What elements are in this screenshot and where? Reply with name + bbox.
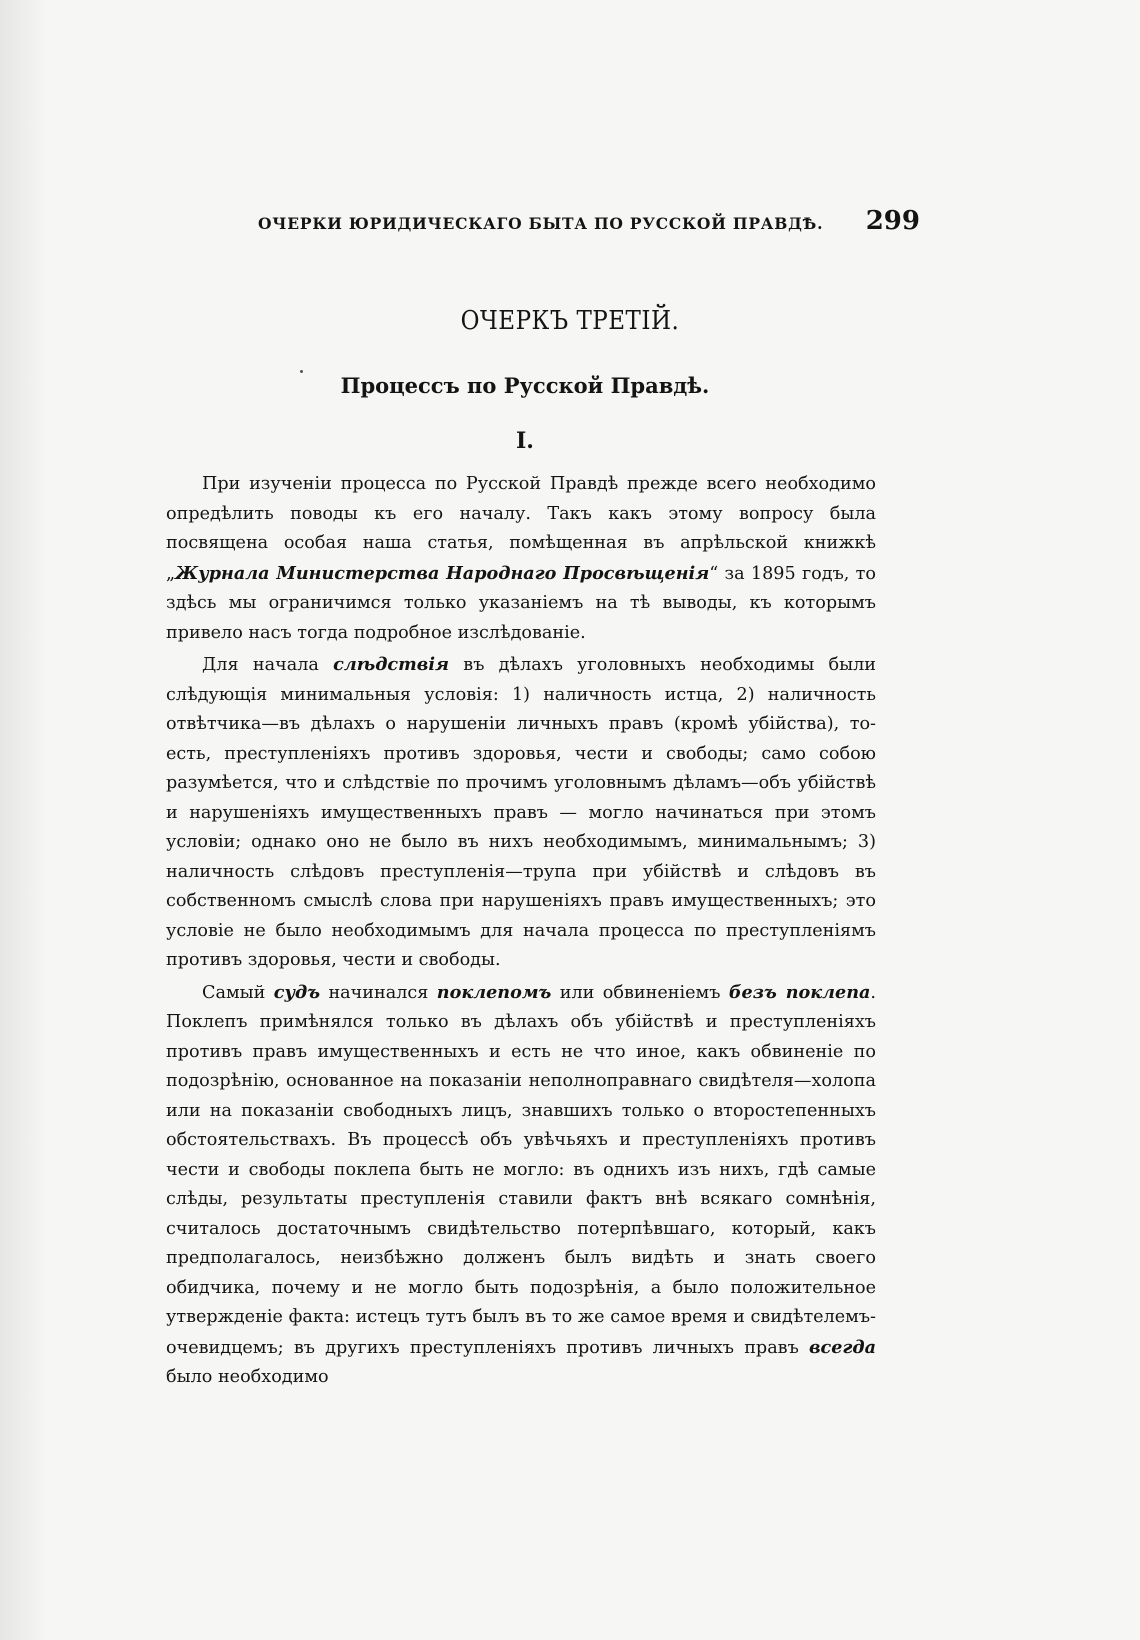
- p3-emphasis-always: всегда: [809, 1336, 876, 1358]
- section-number: I.: [516, 428, 534, 454]
- p2-emphasis-investigation: слѣдствія: [333, 654, 450, 675]
- essay-subheading: Процессъ по Русской Правдѣ.: [340, 373, 710, 398]
- paragraph-3: [166, 978, 876, 1393]
- p1-text-c: “ за 1895 годъ, то здѣсь мы ограничимся только указаніемъ на тѣ выводы, къ которымъ привело насъ тогда подробное изслѣдованіе.: [166, 563, 876, 643]
- p2-text-c: въ дѣлахъ уголовныхъ необходимы были слѣдующія минимальныя условія: 1) наличность истца, 2) наличность отвѣтчика—въ дѣлахъ о нарушеніи личныхъ правъ (кромѣ убійства), то-есть, преступленіяхъ противъ здоровья, чести и свободы; само собою разумѣется, что и слѣдствіе по прочимъ уголовнымъ дѣламъ—объ убійствѣ и нарушеніяхъ имущественныхъ правъ — могло начинаться при этомъ условіи; однако оно не было въ нихъ необходимымъ, минимальнымъ; 3) наличность слѣдовъ преступленія—трупа при убійствѣ и слѣдовъ въ собственномъ смыслѣ слова при нарушеніяхъ правъ имущественныхъ; это условіе не было необходимымъ для начала процесса по преступленіямъ противъ здоровья, чести и свободы.: [166, 655, 876, 970]
- paragraph-1: [166, 470, 876, 648]
- p3-text-e: или обвиненіемъ: [551, 982, 729, 1003]
- p1-text-a: При изученіи процесса по Русской Правдѣ прежде всего необходимо опредѣлить поводы къ его началу. Такъ какъ этому вопросу была посвящена особая наша статья, помѣщенная въ апрѣльской книжкѣ „: [166, 474, 876, 584]
- page-number: 299: [865, 206, 920, 236]
- body-text: [166, 470, 876, 1393]
- scan-shadow: [0, 0, 48, 1640]
- p2-text-a: Для начала: [202, 655, 334, 675]
- essay-heading: ОЧЕРКЪ ТРЕТІЙ.: [460, 306, 680, 336]
- running-title: ОЧЕРКИ ЮРИДИЧЕСКАГО БЫТА ПО РУССКОЙ ПРАВДѢ.: [258, 214, 824, 233]
- p3-emphasis-court: судъ: [273, 981, 321, 1003]
- p3-text-c: начинался: [320, 982, 437, 1003]
- p3-emphasis-poklep: поклепомъ: [436, 981, 552, 1003]
- p3-text-i: было необходимо: [166, 1367, 329, 1387]
- p3-emphasis-without-poklep: безъ поклепа: [728, 981, 871, 1003]
- paragraph-2: [166, 650, 876, 976]
- p3-text-g: . Поклепъ примѣнялся только въ дѣлахъ объ убійствѣ и преступленіяхъ противъ правъ имущественныхъ и есть не что иное, какъ обвиненіе по подозрѣнію, основанное на показаніи неполноправнаго свидѣтеля—холопа или на показаніи свободныхъ лицъ, знавшихъ только о второстепенныхъ обстоятельствахъ. Въ процессѣ объ увѣчьяхъ и преступленіяхъ противъ чести и свободы поклепа быть не могло: въ однихъ изъ нихъ, гдѣ самые слѣды, результаты преступленія ставили фактъ внѣ всякаго сомнѣнія, считалось достаточнымъ свидѣтельство потерпѣвшаго, который, какъ предполагалось, неизбѣжно долженъ былъ видѣть и знать своего обидчика, почему и не могло быть подозрѣнія, а было положительное утвержденіе факта: истецъ тутъ былъ въ то же самое время и свидѣтелемъ-очевидцемъ; въ другихъ преступленіяхъ противъ личныхъ правъ: [166, 982, 876, 1358]
- p1-journal-title: Журнала Министерства Народнаго Просвѣщенія: [175, 562, 710, 584]
- p3-text-a: Самый: [202, 982, 274, 1003]
- running-header: [258, 206, 920, 242]
